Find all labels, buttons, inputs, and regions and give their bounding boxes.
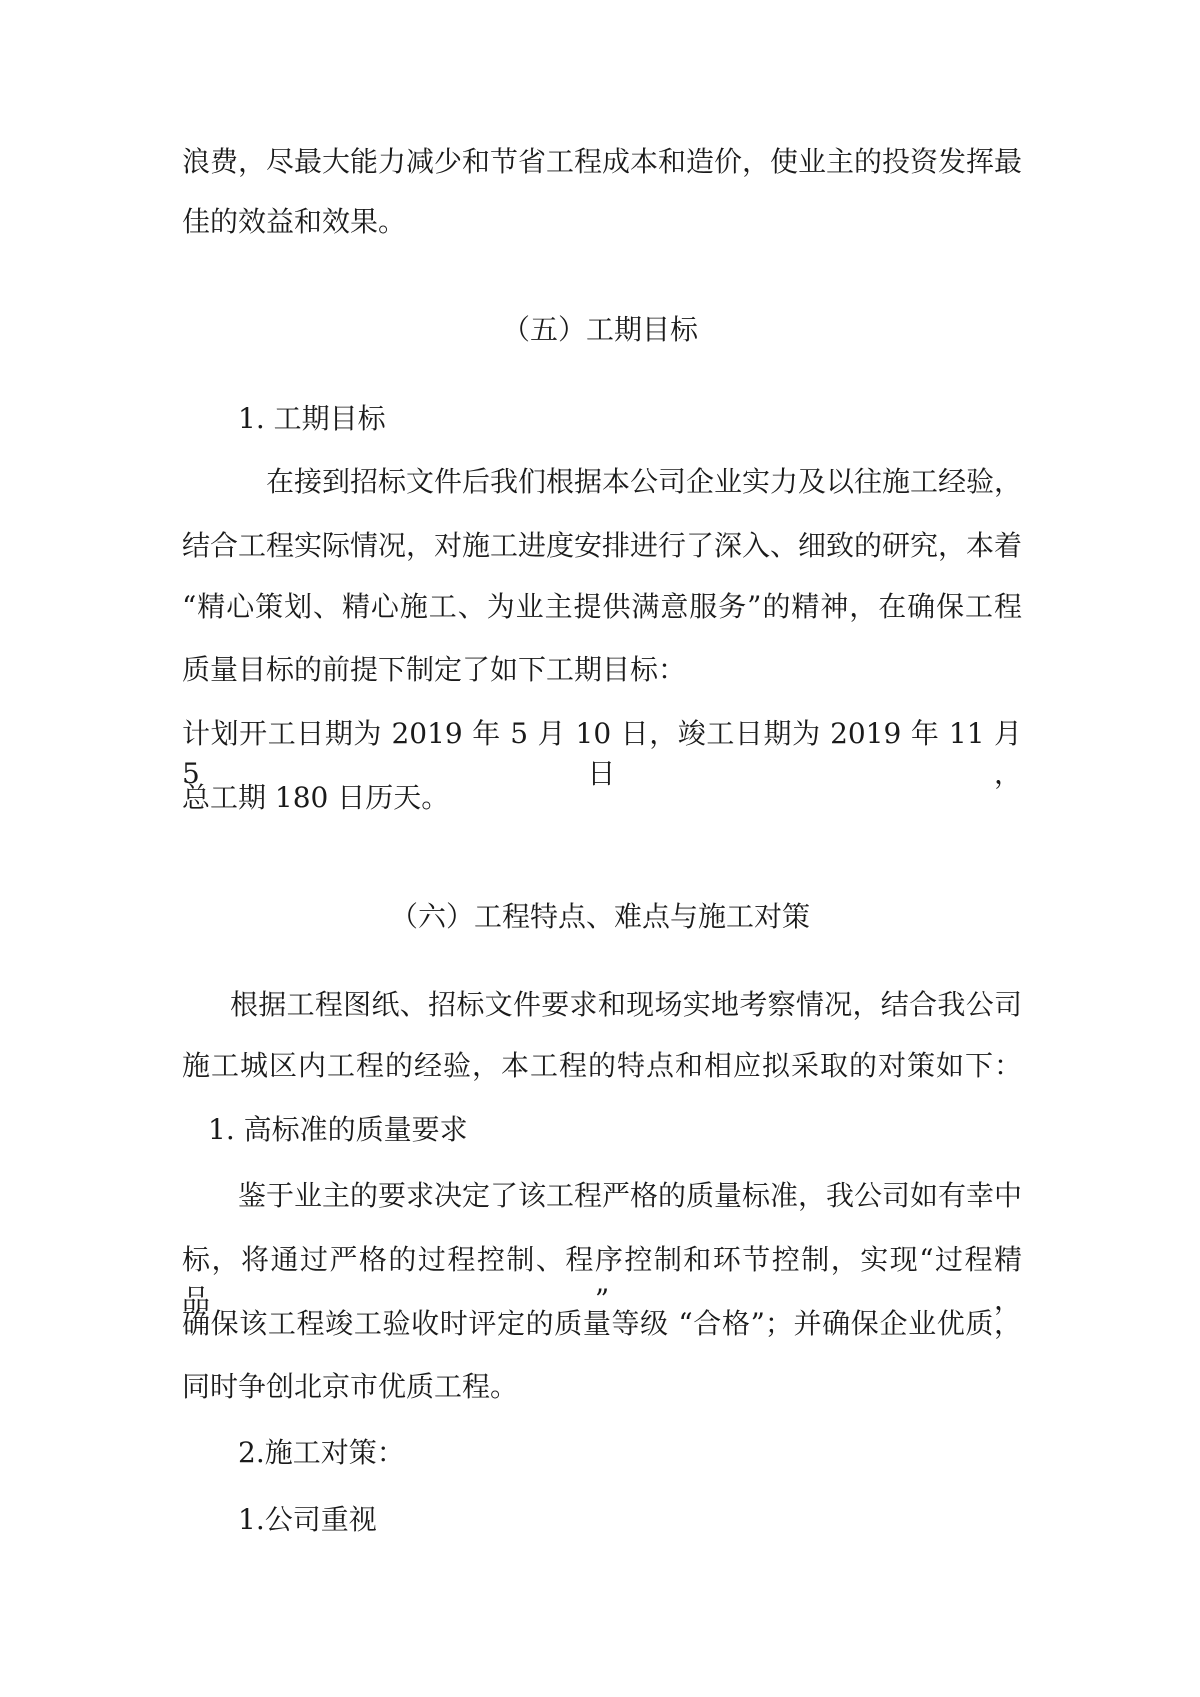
section-heading: （六）工程特点、难点与施工对策 xyxy=(389,900,810,933)
paragraph-line: 佳的效益和效果。 xyxy=(182,205,407,238)
item-heading: 1. 高标准的质量要求 xyxy=(208,1113,468,1146)
section-heading: （五）工期目标 xyxy=(501,313,698,346)
paragraph-line: 确保该工程竣工验收时评定的质量等级 “合格”；并确保企业优质， xyxy=(182,1307,1022,1340)
item-heading: 1. 工期目标 xyxy=(238,402,386,435)
paragraph-line: 标，将通过严格的过程控制、程序控制和环节控制，实现“过程精品”， xyxy=(182,1243,1022,1316)
paragraph-line: 质量目标的前提下制定了如下工期目标： xyxy=(182,653,687,686)
paragraph-line: 浪费，尽最大能力减少和节省工程成本和造价，使业主的投资发挥最 xyxy=(182,145,1023,178)
paragraph-line: 鉴于业主的要求决定了该工程严格的质量标准，我公司如有幸中 xyxy=(238,1179,1023,1212)
paragraph-line: “精心策划、精心施工、为业主提供满意服务”的精神，在确保工程 xyxy=(182,590,1022,623)
paragraph-line: 施工城区内工程的经验，本工程的特点和相应拟采取的对策如下： xyxy=(182,1049,1022,1082)
item-heading: 2.施工对策： xyxy=(238,1436,405,1469)
paragraph-line: 总工期 180 日历天。 xyxy=(182,781,450,814)
paragraph-line: 结合工程实际情况，对施工进度安排进行了深入、细致的研究，本着 xyxy=(182,529,1023,562)
paragraph-line: 计划开工日期为 2019 年 5 月 10 日，竣工日期为 2019 年 11 月 5 日， xyxy=(182,717,1022,790)
paragraph-line: 在接到招标文件后我们根据本公司企业实力及以往施工经验， xyxy=(266,465,1023,498)
paragraph-line: 根据工程图纸、招标文件要求和现场实地考察情况，结合我公司 xyxy=(230,988,1022,1021)
item-heading: 1.公司重视 xyxy=(238,1503,377,1536)
paragraph-line: 同时争创北京市优质工程。 xyxy=(182,1370,519,1403)
